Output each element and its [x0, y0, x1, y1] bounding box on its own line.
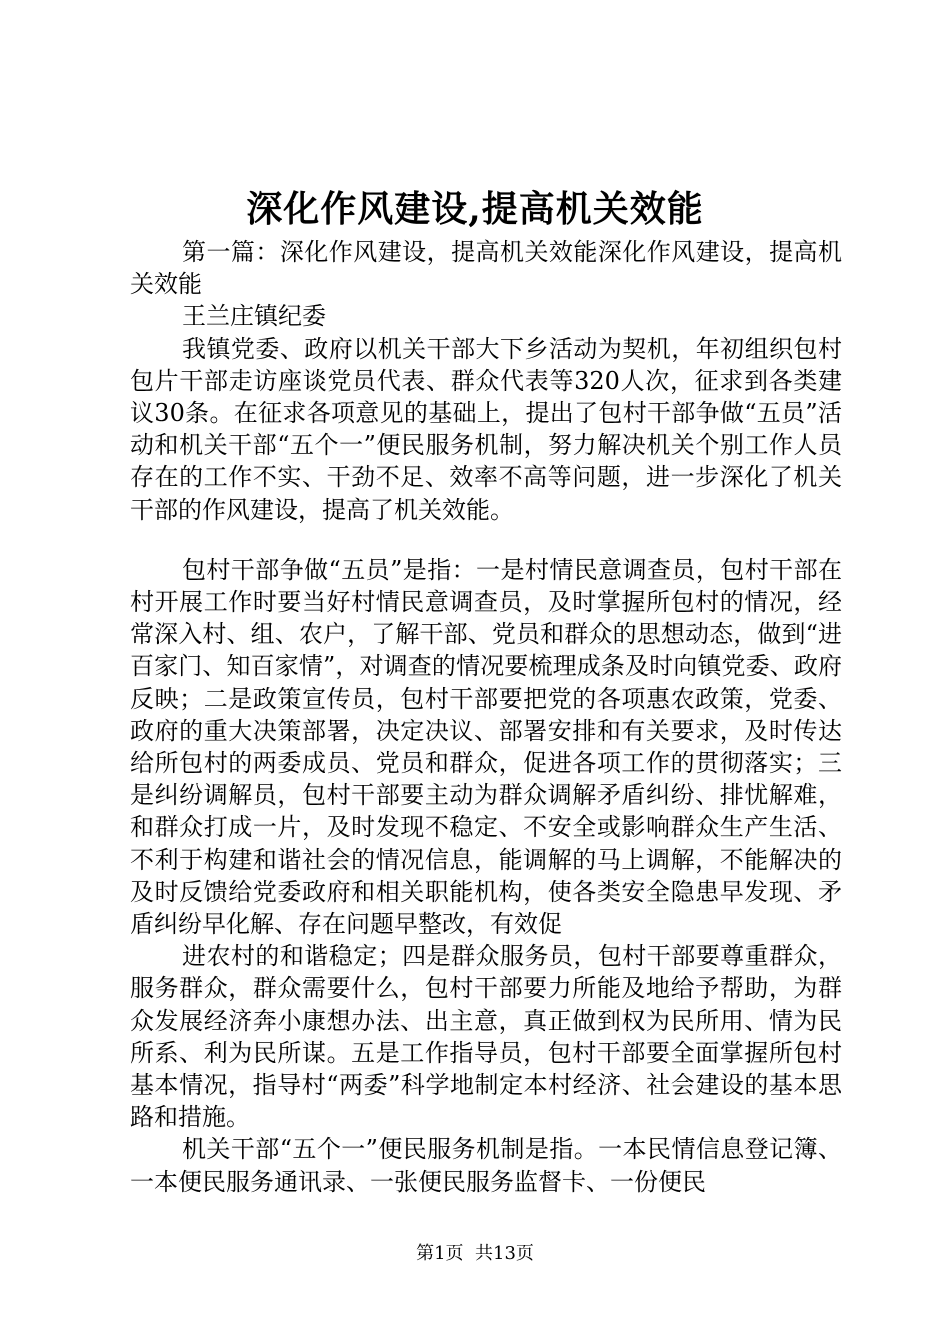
document-title: 深化作风建设,提高机关效能: [246, 188, 704, 230]
paragraph-heading: 第一篇：深化作风建设，提高机关效能深化作风建设，提高机关效能: [130, 238, 842, 299]
document-body: [130, 236, 842, 1198]
paragraph-service-mechanism: 机关干部“五个一”便民服务机制是指。一本民情信息登记簿、一本便民服务通讯录、一张便民服务监督卡、一份便民: [130, 1135, 842, 1196]
page-total: 共13页: [475, 1243, 534, 1264]
paragraph-intro: 我镇党委、政府以机关干部大下乡活动为契机，年初组织包村包片干部走访座谈党员代表、群众代表等320人次，征求到各类建议30条。在征求各项意见的基础上，提出了包村干部争做“五员”活动和机关干部“五个一”便民服务机制，努力解决机关个别工作人员存在的工作不实、干劲不足、效率不高等问题，进一步深化了机关干部的作风建设，提高了机关效能。: [130, 334, 842, 524]
paragraph-five-roles: 包村干部争做“五员”是指：一是村情民意调查员，包村干部在村开展工作时要当好村情民意调查员，及时掌握所包村的情况，经常深入村、组、农户，了解干部、党员和群众的思想动态，做到“进百家门、知百家情”，对调查的情况要梳理成条及时向镇党委、政府反映；二是政策宣传员，包村干部要把党的各项惠农政策，党委、政府的重大决策部署，决定决议、部署安排和有关要求，及时传达给所包村的两委成员、党员和群众，促进各项工作的贯彻落实；三是纠纷调解员，包村干部要主动为群众调解矛盾纠纷、排忧解难，和群众打成一片，及时发现不稳定、不安全或影响群众生产生活、不利于构建和谐社会的情况信息，能调解的马上调解，不能解决的及时反馈给党委政府和相关职能机构，使各类安全隐患早发现、矛盾纠纷早化解、存在问题早整改，有效促: [130, 555, 842, 939]
page-number: 第1页: [416, 1243, 464, 1264]
paragraph-five-roles-continued: 进农村的和谐稳定；四是群众服务员，包村干部要尊重群众，服务群众，群众需要什么，包村干部要力所能及地给予帮助，为群众发展经济奔小康想办法、出主意，真正做到权为民所用、情为民所系、利为民所谋。五是工作指导员，包村干部要全面掌握所包村基本情况，指导村“两委”科学地制定本村经济、社会建设的基本思路和措施。: [130, 942, 842, 1132]
page-footer: [0, 1242, 950, 1266]
paragraph-author: 王兰庄镇纪委: [182, 302, 326, 331]
